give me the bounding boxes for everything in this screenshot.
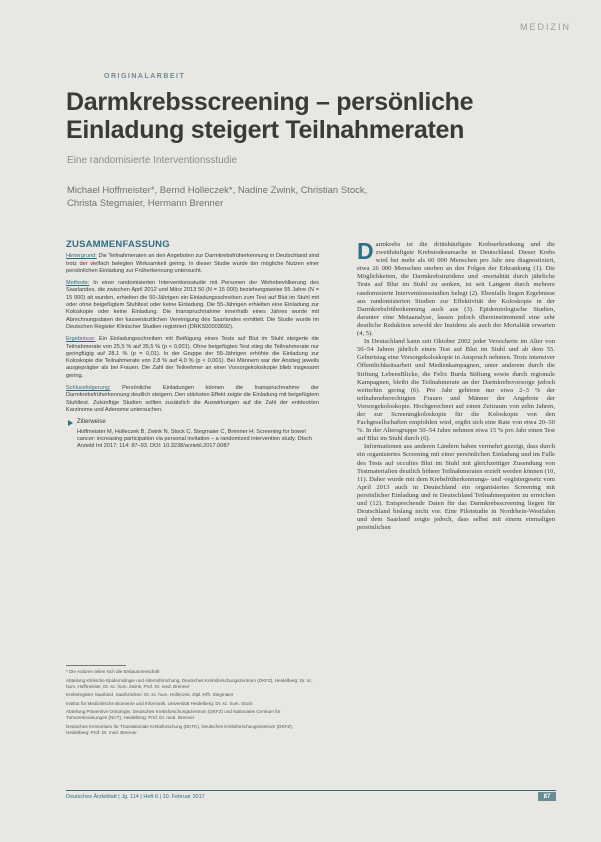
abstract-background-text: Die Teilnahmeraten an den Angeboten zur Darmkrebsfrüherkennung in Deutschland sind trotz der vielfach belegten Wirksamkeit gering. In dieser Studie wurde der mögliche Nutzen einer persönlichen Einladung zur Früherkennung untersucht.: [66, 253, 319, 274]
citation-box: [66, 419, 319, 450]
article-kicker: ORIGINALARBEIT: [104, 73, 186, 80]
authors-line-1: Michael Hoffmeister*, Bernd Holleczek*, Nadine Zwink, Christian Stock,: [67, 185, 368, 196]
abstract-column: [66, 241, 319, 450]
article-subtitle: Eine randomisierte Interventionsstudie: [67, 155, 238, 166]
citation-text: Hoffmeister M, Holleczek B, Zwink N, Stock C, Stegmaier C, Brenner H: Screening for bowel cancer: increasing participation via personal invitation – a randomized intervention study. Dtsch Arztebl Int 2017; 114: 87–93. DOI: 10.3238/arztebl.2017.0087: [77, 428, 312, 450]
page-number: 87: [538, 792, 556, 801]
abstract-results-text: Ein Einladungsschreiben mit Beifügung eines Tests auf Blut im Stuhl steigerte die Teilnahmerate von 25,5 % auf 35,5 % (p < 0,001). Ohne beigefügten Test stieg die Teilnahmerate nur geringfügig auf 28,1 % (p = 0,01). In der Gruppe der 55-Jährigen erhöhte die Einladung zur Koloskopie die Teilnahmerate von 2,8 % auf 4,0 % (p < 0,001). Bei Männern war der Anstieg jeweils ausgeprägter als bei Frauen. Die Zahl der Teilnehmer an einer Vorsorgekoloskopie blieb insgesamt gering.: [66, 336, 319, 379]
abstract-conclusion: [66, 385, 319, 414]
body-column: [357, 238, 555, 532]
footnote-divider: [66, 665, 126, 666]
abstract-results-label: Ergebnisse:: [66, 336, 96, 343]
abstract-conclusion-label: Schlussfolgerung:: [66, 385, 111, 392]
abstract-methods: [66, 280, 319, 331]
citation-label: Zitierweise: [77, 419, 106, 426]
title-line-1: Darmkrebsscreening – persönliche: [66, 88, 474, 116]
body-paragraph-3: Informationen aus anderen Ländern haben vermehrt gezeigt, dass durch ein organisiertes Screening mit einer persönlichen Einladung und im Falle des Tests auf occultes Blut im Stuhl mit gleichzeitiger Zusendung von Testmaterialien deutlich höhere Teilnahmeraten erzielt werden können (10, 11). Daher wurde mit dem Krebsfrüherkennungs- und -registergesetz vom April 2013 auch in Deutschland ein organisiertes Screening mit persönlicher Einladung und in Deutschland Teilnahmequoten zu erreichen und (12). Entsprechende Daten für das Darmkrebsscreening liegen für Deutschland bislang nicht vor. Eine Pilotstudie in Nordrhein-Westfalen und dem Saarland zeigte jedoch, dass selbst mit einem einmaligen persönlichen: [357, 443, 555, 532]
abstract-background-label: Hintergrund:: [66, 253, 97, 260]
arrow-right-icon: [68, 420, 73, 426]
body-paragraph-1: [357, 238, 555, 338]
footnote-item: Abteilung Präventive Onkologie, Deutsches Krebsforschungszentrum (DKFZ) und Nationales Centrum für Tumorerkrankungen (NCT), Heidelberg: Prof. Dr. med. Brenner: [66, 709, 281, 720]
footnote-item: Deutsches Konsortium für Translationale Krebsforschung (DKTK), Deutsches Krebsforschungszentrum (DKFZ), Heidelberg: Prof. Dr. med. Brenner: [66, 723, 293, 735]
body-paragraph-1-text: armkrebs ist die drittshäufigste Krebserkrankung und die zweithäufigste Krebstodesursache in Deutschland. Dieser Krebs wird bei mehr als 60 000 Menschen pro Jahr neu diagnostiziert, etwa 26 000 Menschen sterben an den Folgen der Erkrankung (1). Die Möglichkeiten, die Darmkrebsinzidenz und -mortalität durch jährliche Tests auf Blut im Stuhl zu senken, ist seit Langem durch mehrere randomisierte Interventionsstudien belegt (2). Ebenfalls liegen Ergebnisse aus randomisierten Studien zur Effektivität der Koloskopie in der Darmkrebsfrüherkennung auch aus (3). Epidemiologische Studien, darunter eine Metaanalyse, lassen jedoch übereinstimmend eine sehr deutliche Reduktion sowohl der Inzidenz als auch der Mortalität erwarten (4, 5).: [357, 241, 555, 338]
footer-journal: Deutsches Ärzteblatt | Jg. 114 | Heft 6 | 10. Februar 2017: [66, 794, 205, 800]
footnote-item: Abteilung Klinische Epidemiologie und Alternsforschung, Deutsches Krebsforschungszentrum (DKFZ), Heidelberg: Dr. sc. hum. Hoffmeister, Dr. sc. hum. Zwink, Prof. Dr. med. Brenner: [66, 677, 313, 689]
footnote-item: Institut für Medizinische Biometrie und Informatik, Universität Heidelberg: Dr. sc. hum. Stock: [66, 700, 253, 706]
footnote-item: * Die Autoren teilen sich die Erstautorenschaft: [66, 669, 160, 674]
abstract-background: [66, 253, 319, 275]
author-list: [67, 184, 487, 210]
body-paragraph-2: In Deutschland kann seit Oktober 2002 jeder Versicherte im Alter von 50–54 Jahren jährlich einen Test auf Blut im Stuhl und ab dem 55. Geburtstag eine Vorsorgekoloskopie in Anspruch nehmen. Trotz intensiver Öffentlichkeitsarbeit und Medienkampagnen, unter anderem durch die Stiftung LebensBlicke, die Felix Burda Stiftung sowie durch regionale Kampagnen, bleibt die Teilnahmerate an der Darmkrebsvorsorge jedoch weiterhin gering (6). Pro Jahr gehören nur etwa 2–3 % der teilnahmeberechtigten Frauen und Männer der Angebote der Vorsorgekoloskopie. Hochgerechnet auf einen Zeitraum von zehn Jahren, der zur Screeningkoloskopie für die Koloskopie von den Fachgesellschaften empfohlen wird, ergibt sich eine Rate von etwa 20–30 %. In der Altersgruppe 50–54 Jahre nehmen etwa 15 % pro Jahr einen Test auf Blut im Stuhl durch (6).: [357, 338, 555, 443]
footnotes: [66, 665, 316, 738]
title-line-2: Einladung steigert Teilnahmeraten: [66, 116, 465, 144]
abstract-methods-text: In einer randomisierten Interventionsstudie mit Personen der Wohnbevölkerung des Saarlandes, die zwischen April 2012 und März 2013 50 (N = 15 000) beziehungsweise 55 Jahre (N = 15 000) alt wurden, erhielten die 50-Jährigen ein Einladungsschreiben zum Test auf Blut im Stuhl mit oder ohne beigefügtem Stuhltest oder keine Einladung. Die 55-Jährigen erhielten eine Einladung zur Koloskopie oder keine Einladung. Die Inanspruchnahme innerhalb eines Jahres wurde mit Abrechnungsdaten der kassenärztlichen Vereinigung des Saarlandes ermittelt. Die Studie wurde im Deutschen Register Klinischer Studien registriert (DRKS00003692).: [66, 280, 319, 330]
article-title: [66, 88, 546, 144]
footer-divider: [66, 790, 556, 791]
drop-cap: D: [357, 238, 374, 264]
abstract-methods-label: Methode:: [66, 280, 90, 287]
footnote-item: Krebsregister Saarland, Saarbrücken: Dr. sc. hum. Holleczek, Dipl.-Kffr. Stegmaier: [66, 692, 234, 697]
abstract-heading: ZUSAMMENFASSUNG: [66, 239, 170, 250]
abstract-conclusion-text: Persönliche Einladungen können die Inanspruchnahme der Darmkrebsfrüherkennung deutlich steigern. Den stärksten Effekt zeigte die Einladung mit beigefügtem Stuhltest. Zukünftige Studien sollten zusätzlich die Auswirkungen auf die Zahl der entdeckten Karzinome und Adenome untersuchen.: [66, 385, 319, 413]
abstract-results: [66, 336, 319, 380]
citation-header: [68, 419, 319, 426]
authors-line-2: Christa Stegmaier, Hermann Brenner: [67, 198, 224, 209]
section-tag: MEDIZIN: [520, 22, 571, 32]
